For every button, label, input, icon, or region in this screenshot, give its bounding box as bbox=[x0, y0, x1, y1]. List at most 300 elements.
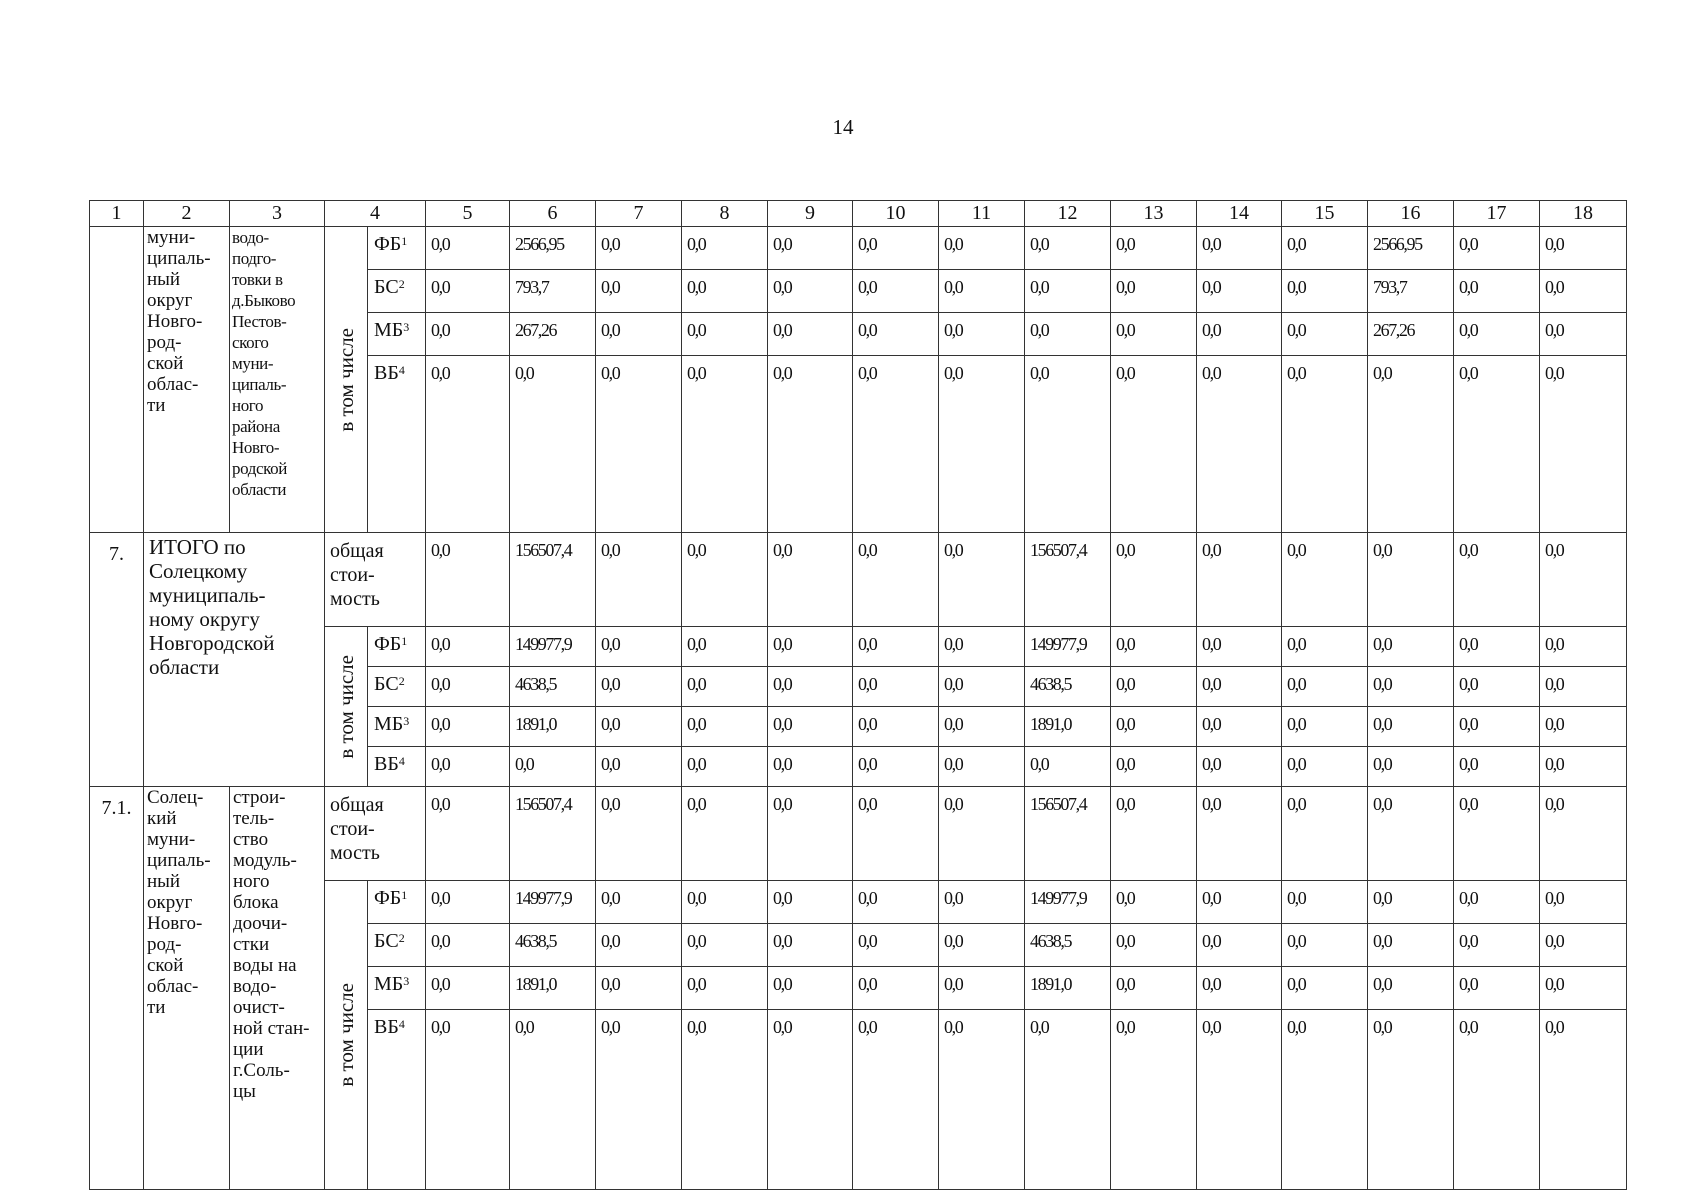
value-cell: 2566,95 bbox=[1368, 227, 1454, 270]
funding-source-code: ВБ bbox=[374, 1016, 399, 1038]
text-line: облас- bbox=[147, 374, 199, 395]
value-cell: 0,0 bbox=[426, 227, 510, 270]
value-cell: 0,0 bbox=[768, 667, 853, 707]
footnote-mark: 3 bbox=[403, 320, 410, 334]
value-cell: 0,0 bbox=[596, 881, 682, 924]
header-cell: 13 bbox=[1111, 201, 1197, 227]
value-cell: 0,0 bbox=[1282, 1010, 1368, 1190]
value-cell: 0,0 bbox=[1368, 356, 1454, 533]
value-cell: 0,0 bbox=[1368, 707, 1454, 747]
value-cell: 0,0 bbox=[1540, 356, 1627, 533]
value-cell: 0,0 bbox=[1540, 787, 1627, 881]
text-line: блока bbox=[233, 892, 279, 913]
funding-source-cell bbox=[368, 313, 426, 356]
value-cell: 0,0 bbox=[596, 747, 682, 787]
value-cell: 0,0 bbox=[939, 356, 1025, 533]
funding-source-cell bbox=[368, 707, 426, 747]
value-cell: 0,0 bbox=[1111, 227, 1197, 270]
value-cell: 0,0 bbox=[426, 1010, 510, 1190]
value-cell: 0,0 bbox=[596, 227, 682, 270]
total-label-cell bbox=[325, 533, 426, 627]
value-cell: 0,0 bbox=[1454, 627, 1540, 667]
value-cell: 0,0 bbox=[939, 747, 1025, 787]
text-line: очист- bbox=[233, 997, 285, 1018]
value-cell: 0,0 bbox=[682, 1010, 768, 1190]
funding-source-code: ВБ bbox=[374, 362, 399, 384]
value-cell: 0,0 bbox=[510, 356, 596, 533]
text-line: воды на bbox=[233, 955, 297, 976]
value-cell: 0,0 bbox=[1111, 270, 1197, 313]
value-cell: 0,0 bbox=[1025, 313, 1111, 356]
text-line: род- bbox=[147, 934, 182, 955]
value-cell: 0,0 bbox=[510, 1010, 596, 1190]
header-cell: 9 bbox=[768, 201, 853, 227]
sub-label: в том числе bbox=[334, 983, 358, 1087]
text-line: ти bbox=[147, 395, 166, 416]
text-line: общая bbox=[330, 540, 384, 562]
value-cell: 0,0 bbox=[1540, 747, 1627, 787]
value-cell: 0,0 bbox=[1111, 967, 1197, 1010]
value-cell: 0,0 bbox=[939, 667, 1025, 707]
text-line: мость bbox=[330, 842, 380, 864]
value-cell: 0,0 bbox=[1540, 227, 1627, 270]
value-cell: 0,0 bbox=[1025, 747, 1111, 787]
header-cell: 4 bbox=[325, 201, 426, 227]
value-cell: 4638,5 bbox=[510, 924, 596, 967]
value-cell: 0,0 bbox=[939, 1010, 1025, 1190]
value-cell: 0,0 bbox=[426, 881, 510, 924]
value-cell: 0,0 bbox=[853, 787, 939, 881]
header-cell: 16 bbox=[1368, 201, 1454, 227]
value-cell: 0,0 bbox=[768, 227, 853, 270]
text-line: Новго- bbox=[147, 913, 203, 934]
value-cell: 0,0 bbox=[596, 924, 682, 967]
value-cell: 0,0 bbox=[853, 533, 939, 627]
value-cell: 0,0 bbox=[426, 667, 510, 707]
text-line: ный bbox=[147, 269, 181, 290]
text-line: водо- bbox=[233, 976, 277, 997]
text-line: ный bbox=[147, 871, 181, 892]
value-cell: 0,0 bbox=[853, 707, 939, 747]
value-cell: 0,0 bbox=[853, 747, 939, 787]
value-cell: 0,0 bbox=[939, 270, 1025, 313]
sub-label: в том числе bbox=[334, 654, 358, 759]
text-line: кий bbox=[147, 808, 177, 829]
text-line: муниципаль- bbox=[149, 583, 266, 607]
value-cell: 0,0 bbox=[1197, 787, 1282, 881]
value-cell: 0,0 bbox=[1454, 881, 1540, 924]
value-cell: 0,0 bbox=[682, 924, 768, 967]
value-cell: 0,0 bbox=[1282, 924, 1368, 967]
funding-source-code: БС bbox=[374, 276, 399, 298]
funding-source-cell bbox=[368, 356, 426, 533]
value-cell: 0,0 bbox=[1454, 1010, 1540, 1190]
value-cell: 0,0 bbox=[426, 270, 510, 313]
value-cell: 0,0 bbox=[768, 533, 853, 627]
value-cell: 0,0 bbox=[1454, 313, 1540, 356]
footnote-mark: 1 bbox=[401, 634, 408, 648]
value-cell: 0,0 bbox=[853, 627, 939, 667]
value-cell: 0,0 bbox=[1197, 707, 1282, 747]
value-cell: 0,0 bbox=[1025, 270, 1111, 313]
value-cell: 0,0 bbox=[1282, 667, 1368, 707]
text-line: ИТОГО по bbox=[149, 535, 246, 559]
value-cell: 0,0 bbox=[1111, 667, 1197, 707]
value-cell: 0,0 bbox=[1454, 227, 1540, 270]
footnote-mark: 2 bbox=[398, 277, 405, 291]
value-cell: 267,26 bbox=[510, 313, 596, 356]
text-line: округ bbox=[147, 290, 193, 311]
text-line: стои- bbox=[330, 564, 375, 586]
funding-source-cell bbox=[368, 227, 426, 270]
value-cell: 0,0 bbox=[1197, 533, 1282, 627]
value-cell: 0,0 bbox=[1197, 627, 1282, 667]
value-cell: 0,0 bbox=[1197, 270, 1282, 313]
value-cell: 0,0 bbox=[1111, 881, 1197, 924]
funding-source-code: ВБ bbox=[374, 753, 399, 775]
text-line: товки в bbox=[232, 270, 283, 289]
text-line: ципаль- bbox=[147, 248, 211, 269]
footnote-mark: 3 bbox=[403, 714, 410, 728]
header-cell: 18 bbox=[1540, 201, 1627, 227]
text-line: стои- bbox=[330, 818, 375, 840]
value-cell: 156507,4 bbox=[1025, 787, 1111, 881]
value-cell: 0,0 bbox=[426, 787, 510, 881]
value-cell: 0,0 bbox=[853, 356, 939, 533]
value-cell: 156507,4 bbox=[510, 787, 596, 881]
value-cell: 0,0 bbox=[1368, 1010, 1454, 1190]
value-cell: 0,0 bbox=[682, 627, 768, 667]
value-cell: 0,0 bbox=[1454, 270, 1540, 313]
text-line: ципаль- bbox=[147, 850, 211, 871]
footnote-mark: 2 bbox=[398, 931, 405, 945]
value-cell: 0,0 bbox=[596, 627, 682, 667]
value-cell: 0,0 bbox=[768, 707, 853, 747]
value-cell: 0,0 bbox=[1111, 533, 1197, 627]
value-cell: 0,0 bbox=[1368, 533, 1454, 627]
value-cell: 0,0 bbox=[1197, 667, 1282, 707]
value-cell: 0,0 bbox=[1454, 967, 1540, 1010]
value-cell: 0,0 bbox=[853, 881, 939, 924]
value-cell: 149977,9 bbox=[1025, 627, 1111, 667]
text-line: подго- bbox=[232, 249, 277, 268]
value-cell: 0,0 bbox=[768, 313, 853, 356]
value-cell: 0,0 bbox=[426, 627, 510, 667]
value-cell: 0,0 bbox=[853, 967, 939, 1010]
value-cell: 0,0 bbox=[682, 881, 768, 924]
value-cell: 149977,9 bbox=[510, 881, 596, 924]
value-cell: 0,0 bbox=[853, 924, 939, 967]
value-cell: 0,0 bbox=[853, 313, 939, 356]
funding-source-cell bbox=[368, 747, 426, 787]
footnote-mark: 2 bbox=[398, 674, 405, 688]
value-cell: 0,0 bbox=[596, 707, 682, 747]
header-row bbox=[90, 201, 1627, 227]
value-cell: 0,0 bbox=[1111, 747, 1197, 787]
value-cell: 0,0 bbox=[939, 787, 1025, 881]
text-line: муни- bbox=[232, 354, 274, 373]
text-line: области bbox=[149, 655, 220, 679]
text-line: модуль- bbox=[233, 850, 297, 871]
text-line: ного bbox=[233, 871, 270, 892]
text-line: водо- bbox=[232, 228, 269, 247]
value-cell: 0,0 bbox=[426, 356, 510, 533]
value-cell: 267,26 bbox=[1368, 313, 1454, 356]
header-cell: 7 bbox=[596, 201, 682, 227]
value-cell: 0,0 bbox=[682, 533, 768, 627]
value-cell: 0,0 bbox=[1368, 627, 1454, 667]
value-cell: 0,0 bbox=[1540, 313, 1627, 356]
value-cell: 0,0 bbox=[1454, 356, 1540, 533]
value-cell: 0,0 bbox=[1282, 356, 1368, 533]
value-cell: 0,0 bbox=[1111, 924, 1197, 967]
value-cell: 1891,0 bbox=[510, 707, 596, 747]
text-line: ному округу bbox=[149, 607, 260, 631]
value-cell: 0,0 bbox=[1111, 356, 1197, 533]
value-cell: 0,0 bbox=[853, 270, 939, 313]
footnote-mark: 1 bbox=[401, 234, 408, 248]
funding-source-code: БС bbox=[374, 930, 399, 952]
funding-source-cell bbox=[368, 667, 426, 707]
value-cell: 4638,5 bbox=[1025, 667, 1111, 707]
row-number: 7. bbox=[90, 533, 144, 787]
value-cell: 0,0 bbox=[1368, 924, 1454, 967]
value-cell: 0,0 bbox=[1282, 313, 1368, 356]
header-cell: 8 bbox=[682, 201, 768, 227]
value-cell: 0,0 bbox=[426, 313, 510, 356]
text-line: Новго- bbox=[147, 311, 203, 332]
value-cell: 149977,9 bbox=[1025, 881, 1111, 924]
footnote-mark: 4 bbox=[398, 363, 405, 377]
text-line: Солецкому bbox=[149, 559, 248, 583]
value-cell: 0,0 bbox=[596, 667, 682, 707]
value-cell: 2566,95 bbox=[510, 227, 596, 270]
header-cell: 1 bbox=[90, 201, 144, 227]
municipality-cell bbox=[144, 227, 230, 533]
sub-label: в том числе bbox=[334, 327, 358, 432]
value-cell: 0,0 bbox=[853, 667, 939, 707]
value-cell: 0,0 bbox=[939, 627, 1025, 667]
value-cell: 0,0 bbox=[939, 533, 1025, 627]
value-cell: 0,0 bbox=[853, 1010, 939, 1190]
value-cell: 0,0 bbox=[596, 313, 682, 356]
funding-source-cell bbox=[368, 881, 426, 924]
value-cell: 0,0 bbox=[768, 881, 853, 924]
text-line: области bbox=[232, 480, 287, 499]
value-cell: 0,0 bbox=[939, 707, 1025, 747]
funding-source-code: БС bbox=[374, 673, 399, 695]
value-cell: 0,0 bbox=[596, 533, 682, 627]
value-cell: 0,0 bbox=[1025, 356, 1111, 533]
municipality-cell bbox=[144, 787, 230, 1190]
header-cell: 2 bbox=[144, 201, 230, 227]
value-cell: 0,0 bbox=[1540, 627, 1627, 667]
text-line: района bbox=[232, 417, 280, 436]
header-cell: 10 bbox=[853, 201, 939, 227]
funding-source-code: МБ bbox=[374, 713, 404, 735]
text-line: цы bbox=[233, 1081, 256, 1102]
value-cell: 0,0 bbox=[768, 924, 853, 967]
text-line: Пестов- bbox=[232, 312, 287, 331]
value-cell: 0,0 bbox=[1282, 627, 1368, 667]
header-cell: 15 bbox=[1282, 201, 1368, 227]
financing-table bbox=[89, 200, 1627, 1190]
text-line: муни- bbox=[147, 227, 196, 248]
funding-source-cell bbox=[368, 967, 426, 1010]
value-cell: 0,0 bbox=[1111, 627, 1197, 667]
text-line: ципаль- bbox=[232, 375, 287, 394]
value-cell: 0,0 bbox=[1282, 967, 1368, 1010]
value-cell: 0,0 bbox=[1540, 967, 1627, 1010]
value-cell: 0,0 bbox=[426, 707, 510, 747]
text-line: Солец- bbox=[147, 787, 204, 808]
value-cell: 0,0 bbox=[1197, 967, 1282, 1010]
funding-source-code: ФБ bbox=[374, 887, 402, 909]
row-number-cell bbox=[90, 227, 144, 533]
footnote-mark: 4 bbox=[398, 754, 405, 768]
value-cell: 0,0 bbox=[1282, 881, 1368, 924]
value-cell: 0,0 bbox=[596, 1010, 682, 1190]
value-cell: 0,0 bbox=[1197, 881, 1282, 924]
value-cell: 0,0 bbox=[1368, 881, 1454, 924]
value-cell: 0,0 bbox=[1368, 787, 1454, 881]
value-cell: 0,0 bbox=[768, 787, 853, 881]
sub-label-cell bbox=[325, 881, 368, 1190]
footnote-mark: 3 bbox=[403, 974, 410, 988]
funding-source-cell bbox=[368, 924, 426, 967]
value-cell: 0,0 bbox=[1540, 707, 1627, 747]
value-cell: 0,0 bbox=[1540, 270, 1627, 313]
value-cell: 0,0 bbox=[1540, 667, 1627, 707]
page-number: 14 bbox=[832, 115, 854, 139]
value-cell: 0,0 bbox=[682, 270, 768, 313]
value-cell: 0,0 bbox=[1368, 967, 1454, 1010]
value-cell: 0,0 bbox=[510, 747, 596, 787]
text-line: муни- bbox=[147, 829, 196, 850]
sub-label-cell bbox=[325, 227, 368, 533]
header-cell: 11 bbox=[939, 201, 1025, 227]
text-line: д.Быково bbox=[232, 291, 296, 310]
text-line: ти bbox=[147, 997, 166, 1018]
value-cell: 0,0 bbox=[939, 881, 1025, 924]
value-cell: 0,0 bbox=[768, 967, 853, 1010]
text-line: тель- bbox=[233, 808, 275, 829]
text-line: родской bbox=[232, 459, 287, 478]
value-cell: 0,0 bbox=[682, 787, 768, 881]
header-cell: 6 bbox=[510, 201, 596, 227]
value-cell: 0,0 bbox=[1454, 747, 1540, 787]
row-number: 7.1. bbox=[90, 787, 144, 1190]
value-cell: 0,0 bbox=[1282, 533, 1368, 627]
value-cell: 0,0 bbox=[1197, 747, 1282, 787]
text-line: округ bbox=[147, 892, 193, 913]
value-cell: 0,0 bbox=[939, 227, 1025, 270]
value-cell: 0,0 bbox=[1454, 667, 1540, 707]
footnote-mark: 1 bbox=[401, 888, 408, 902]
funding-source-code: ФБ bbox=[374, 233, 402, 255]
value-cell: 1891,0 bbox=[510, 967, 596, 1010]
total-row bbox=[90, 787, 1627, 881]
value-cell: 156507,4 bbox=[510, 533, 596, 627]
sub-label-cell bbox=[325, 627, 368, 787]
value-cell: 0,0 bbox=[682, 227, 768, 270]
value-cell: 1891,0 bbox=[1025, 967, 1111, 1010]
header-cell: 5 bbox=[426, 201, 510, 227]
value-cell: 0,0 bbox=[1025, 227, 1111, 270]
value-cell: 0,0 bbox=[682, 707, 768, 747]
text-line: мость bbox=[330, 588, 380, 610]
value-cell: 0,0 bbox=[426, 967, 510, 1010]
value-cell: 0,0 bbox=[426, 747, 510, 787]
header-cell: 12 bbox=[1025, 201, 1111, 227]
text-line: ной стан- bbox=[233, 1018, 310, 1039]
value-cell: 0,0 bbox=[1282, 270, 1368, 313]
value-cell: 0,0 bbox=[682, 747, 768, 787]
value-cell: 0,0 bbox=[1025, 1010, 1111, 1190]
value-cell: 0,0 bbox=[426, 924, 510, 967]
table-row bbox=[90, 227, 1627, 270]
text-line: ской bbox=[147, 353, 184, 374]
value-cell: 0,0 bbox=[1282, 747, 1368, 787]
value-cell: 0,0 bbox=[596, 787, 682, 881]
value-cell: 156507,4 bbox=[1025, 533, 1111, 627]
value-cell: 0,0 bbox=[1368, 747, 1454, 787]
value-cell: 0,0 bbox=[1111, 707, 1197, 747]
value-cell: 0,0 bbox=[1540, 1010, 1627, 1190]
value-cell: 0,0 bbox=[1197, 313, 1282, 356]
text-line: род- bbox=[147, 332, 182, 353]
value-cell: 0,0 bbox=[768, 356, 853, 533]
value-cell: 0,0 bbox=[1282, 227, 1368, 270]
value-cell: 0,0 bbox=[1197, 1010, 1282, 1190]
funding-source-cell bbox=[368, 270, 426, 313]
value-cell: 0,0 bbox=[1454, 924, 1540, 967]
funding-source-cell bbox=[368, 1010, 426, 1190]
value-cell: 0,0 bbox=[1197, 924, 1282, 967]
text-line: г.Соль- bbox=[233, 1060, 290, 1081]
header-cell: 17 bbox=[1454, 201, 1540, 227]
value-cell: 0,0 bbox=[1540, 533, 1627, 627]
value-cell: 0,0 bbox=[596, 356, 682, 533]
value-cell: 0,0 bbox=[1368, 667, 1454, 707]
text-line: облас- bbox=[147, 976, 199, 997]
text-line: общая bbox=[330, 794, 384, 816]
value-cell: 4638,5 bbox=[510, 667, 596, 707]
value-cell: 793,7 bbox=[1368, 270, 1454, 313]
value-cell: 0,0 bbox=[682, 967, 768, 1010]
value-cell: 0,0 bbox=[682, 667, 768, 707]
value-cell: 0,0 bbox=[939, 967, 1025, 1010]
value-cell: 0,0 bbox=[1540, 881, 1627, 924]
object-name-cell bbox=[230, 787, 325, 1190]
value-cell: 0,0 bbox=[682, 313, 768, 356]
value-cell: 0,0 bbox=[426, 533, 510, 627]
value-cell: 0,0 bbox=[1282, 787, 1368, 881]
header-cell: 14 bbox=[1197, 201, 1282, 227]
value-cell: 0,0 bbox=[768, 627, 853, 667]
value-cell: 1891,0 bbox=[1025, 707, 1111, 747]
text-line: Новгородской bbox=[149, 631, 275, 655]
funding-source-code: МБ bbox=[374, 319, 404, 341]
header-cell: 3 bbox=[230, 201, 325, 227]
value-cell: 0,0 bbox=[939, 313, 1025, 356]
footnote-mark: 4 bbox=[398, 1017, 405, 1031]
value-cell: 0,0 bbox=[1454, 533, 1540, 627]
value-cell: 0,0 bbox=[768, 1010, 853, 1190]
value-cell: 0,0 bbox=[682, 356, 768, 533]
total-label-cell bbox=[325, 787, 426, 881]
value-cell: 0,0 bbox=[1197, 356, 1282, 533]
